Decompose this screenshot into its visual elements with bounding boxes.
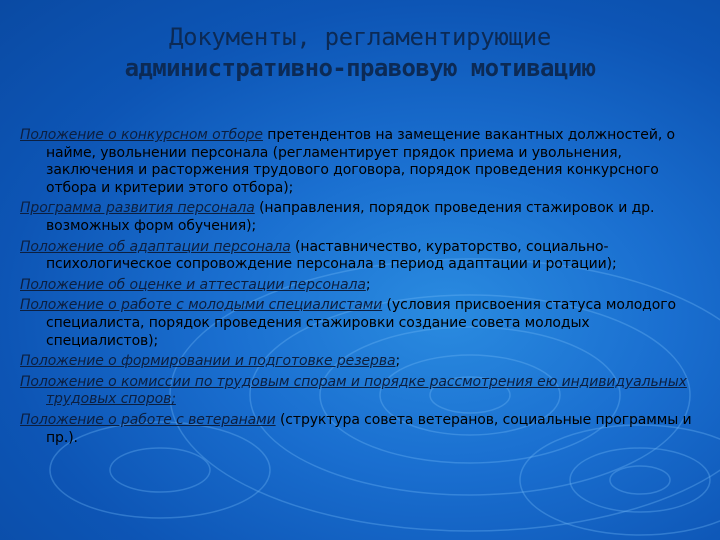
item-description: ; [365, 276, 371, 293]
list-item [20, 297, 700, 350]
item-description: (условия присвоения статуса молодого специалиста, порядок проведения стажировки создание совета молодых специалистов); [46, 297, 676, 349]
item-description: (направления, порядок проведения стажировок и др. возможных форм обучения); [46, 200, 655, 234]
document-list [20, 127, 700, 450]
slide-title [0, 22, 720, 84]
list-item [20, 353, 700, 371]
item-description: ; [395, 353, 401, 370]
document-link[interactable]: Программа развития персонала [20, 200, 255, 217]
list-item [20, 200, 700, 235]
item-description: (структура совета ветеранов, социальные программы и пр.). [46, 411, 692, 446]
list-item [20, 374, 700, 409]
document-link[interactable]: Положение об адаптации персонала [20, 238, 291, 255]
title-line-2: административно-правовую мотивацию [124, 54, 596, 82]
document-link[interactable]: Положение об оценке и аттестации персонала [20, 276, 366, 293]
list-item [20, 239, 700, 274]
item-description: (наставничество, кураторство, социально-психологическое сопровождение персонала в период адаптации и ротации); [46, 238, 617, 273]
title-line-1: Документы, регламентирующие [168, 23, 552, 51]
document-link[interactable]: Положение о работе с ветеранами [20, 411, 276, 428]
list-item [20, 412, 700, 447]
document-link[interactable]: Положение о работе с молодыми специалистами [20, 297, 383, 314]
document-link[interactable]: Положение о формировании и подготовке резерва [20, 353, 396, 370]
list-item [20, 127, 700, 197]
document-link[interactable]: Положение о комиссии по трудовым спорам и порядке рассмотрения ею индивидуальных трудовых споров; [20, 373, 687, 408]
document-link[interactable]: Положение о конкурсном отборе [20, 127, 263, 143]
item-description: претендентов на замещение вакантных должностей, о найме, увольнении персонала (регламентирует прядок приема и увольнения, заключения и расторжения трудового договора, порядок проведения конкурсного отбора и критерии этого отбора); [46, 127, 675, 196]
list-item [20, 277, 700, 295]
